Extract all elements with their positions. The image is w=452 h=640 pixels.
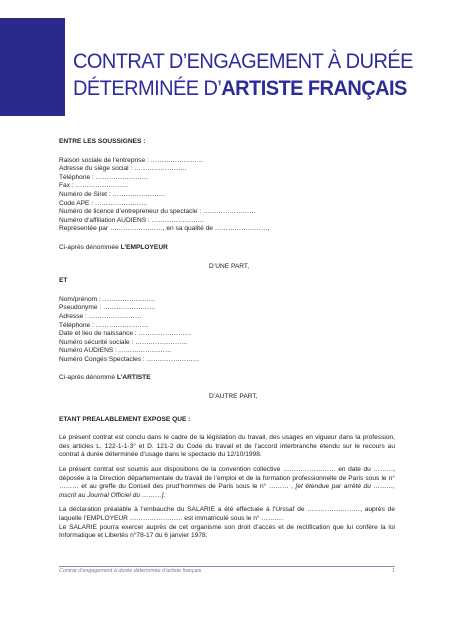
header-color-block: [0, 18, 65, 116]
paragraph-collective-agreement: [59, 466, 395, 500]
artist-alias-line: [59, 374, 395, 383]
collective-agreement-italic: [et étendue par arrêté du ………, inscrit au Journal Officiel du ………].: [59, 483, 396, 499]
employer-field: Adresse du siège social : ……………………: [59, 165, 187, 173]
part-one-label: D’UNE PART,: [209, 262, 250, 270]
artist-fields: [59, 296, 395, 365]
contract-body: [59, 138, 395, 541]
employer-field: Numéro d’affiliation AUDIENS : ……………………: [59, 216, 205, 224]
artist-field: Adresse : ……………………: [59, 312, 142, 320]
paragraph-data-rights: Le SALARIE pourra exercer auprès de cet organisme son droit d’accès et de rectification que lui confère la loi Informatique et Libertés n°78-17 du 6 janvier 1978.: [59, 523, 395, 540]
employer-field: Raison sociale de l’entreprise : ……………………: [59, 156, 204, 164]
title-line-1: CONTRAT D’ENGAGEMENT À DURÉE: [73, 49, 413, 73]
employer-field: Fax : ……………………: [59, 182, 129, 190]
artist-field: Numéro Congés Spectacles : ……………………: [59, 355, 200, 363]
artist-alias: L’ARTISTE: [116, 374, 151, 382]
employer-field: Numéro de licence d’entrepreneur du spectacle : ……………………: [59, 208, 256, 216]
employer-field: Numéro de Siret : ……………………: [59, 190, 166, 198]
employer-alias: L’EMPLOYEUR: [120, 243, 168, 251]
artist-alias-prefix: Ci-après dénommé: [59, 374, 117, 382]
employer-alias-line: [59, 244, 395, 253]
paragraph-urssaf-declaration: La déclaration préalable à l’embauche du SALARIE a été effectuée à l’Urssaf de ……………………, auprès de laquelle l’EMPLOYEUR …………………… est immatriculé sous le n° ……….: [59, 506, 395, 522]
employer-field: Représentée par ……………………, en sa qualité de ……………………,: [59, 225, 270, 233]
et-label: ET: [59, 277, 68, 285]
employer-field: Code APE : ……………………: [59, 199, 148, 207]
preamble-heading: ETANT PREALABLEMENT EXPOSE QUE :: [59, 415, 191, 423]
document-title: [73, 48, 413, 102]
artist-field: Téléphone : ……………………: [59, 321, 149, 329]
employer-field: Téléphone : ……………………: [59, 173, 149, 181]
artist-field: Nom/prénom : ……………………: [59, 295, 156, 303]
title-line-2: [73, 75, 413, 102]
part-two-label: D’AUTRE PART,: [209, 393, 258, 401]
footer-label: Contrat d’engagement à durée déterminée d’artiste français: [59, 568, 202, 574]
paragraph-legal-framework: Le présent contrat est conclu dans le cadre de la législation du travail, des usages en vigueur dans la profession, des articles L. 122-1-1-3° et D. 121-2 du Code du travail et de l’accord interbranche étendu sur le recours au contrat à durée déterminée d’usage dans le spectacle du 12/10/1998.: [59, 434, 395, 459]
collective-agreement-text: Le présent contrat est soumis aux dispositions de la convention collective …………………… en date du ………, déposée à la Direction départementale du travail de l’emploi et de la formation professionnelle de Paris sous le n° ……… et au greffe du Conseil des prud’hommes de Paris sous le n° ……… ,: [59, 466, 395, 491]
artist-field: Numéro AUDIENS : ……………………: [59, 347, 172, 355]
page-number: 1: [392, 568, 395, 574]
artist-field: Pseudonyme : ……………………: [59, 304, 156, 312]
parties-heading: ENTRE LES SOUSSIGNES :: [59, 138, 146, 145]
artist-field: Date et lieu de naissance : ……………………: [59, 330, 192, 338]
artist-field: Numéro sécurité sociale : ……………………: [59, 338, 188, 346]
employer-alias-prefix: Ci-après dénommée: [59, 243, 121, 251]
page-footer: [59, 566, 395, 574]
employer-fields: [59, 157, 395, 234]
title-line-2-bold: ARTISTE FRANÇAIS: [221, 76, 407, 100]
title-line-2-normal: DÉTERMINÉE D’: [73, 76, 222, 100]
